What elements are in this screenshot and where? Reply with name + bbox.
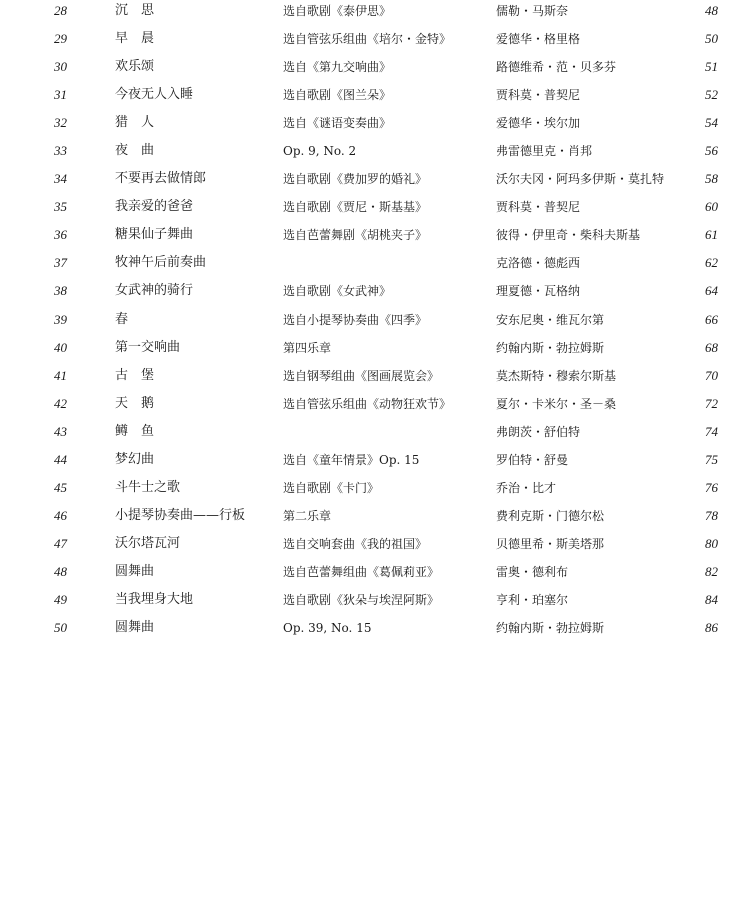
entry-page: 84 xyxy=(705,591,718,607)
entry-source: 选自钢琴组曲《图画展览会》 xyxy=(283,368,440,383)
entry-source: 第二乐章 xyxy=(283,508,332,523)
entry-source: 选自《第九交响曲》 xyxy=(283,60,392,75)
entry-composer: 爱德华・格里格 xyxy=(496,32,581,47)
entry-composer: 约翰内斯・勃拉姆斯 xyxy=(496,340,605,355)
entry-composer: 贾科莫・普契尼 xyxy=(496,88,581,103)
entry-composer: 沃尔夫冈・阿玛多伊斯・莫扎特 xyxy=(496,172,665,187)
entry-page: 70 xyxy=(705,367,718,383)
entry-number: 31 xyxy=(54,87,67,103)
entry-source: 选自《童年情景》Op. 15 xyxy=(283,452,420,467)
entry-page: 68 xyxy=(705,339,718,355)
entry-composer: 儒勒・马斯奈 xyxy=(496,4,569,18)
entry-number: 38 xyxy=(54,283,67,299)
entry-source: 选自歌剧《费加罗的婚礼》 xyxy=(283,172,428,187)
toc-row xyxy=(0,449,730,477)
entry-source: 选自歌剧《卡门》 xyxy=(283,480,380,495)
entry-page: 56 xyxy=(705,143,718,159)
entry-source: 选自歌剧《狄朵与埃涅阿斯》 xyxy=(283,592,440,607)
entry-source: Op. 9, No. 2 xyxy=(283,144,357,159)
toc-row xyxy=(0,561,730,589)
entry-title: 圆舞曲 xyxy=(115,620,155,636)
entry-number: 32 xyxy=(54,115,67,131)
toc-row xyxy=(0,28,730,56)
entry-page: 54 xyxy=(705,115,718,131)
toc-row xyxy=(0,280,730,308)
entry-page: 58 xyxy=(705,171,718,187)
entry-title: 沃尔塔瓦河 xyxy=(115,535,181,551)
entry-title: 小提琴协奏曲——行板 xyxy=(115,507,246,523)
toc-row xyxy=(0,533,730,561)
toc-row xyxy=(0,224,730,252)
entry-page: 50 xyxy=(705,31,718,47)
entry-page: 66 xyxy=(705,311,718,327)
entry-composer: 彼得・伊里奇・柴科夫斯基 xyxy=(496,228,641,243)
entry-title: 猎 人 xyxy=(115,115,155,131)
entry-composer: 贝德里希・斯美塔那 xyxy=(496,536,605,551)
entry-composer: 安东尼奥・维瓦尔第 xyxy=(496,312,605,327)
entry-composer: 费利克斯・门德尔松 xyxy=(496,508,605,523)
entry-title: 第一交响曲 xyxy=(115,339,181,355)
entry-title: 当我埋身大地 xyxy=(115,591,194,607)
toc-row xyxy=(0,56,730,84)
toc-row xyxy=(0,393,730,421)
entry-number: 43 xyxy=(54,423,67,439)
entry-number: 36 xyxy=(54,227,67,243)
entry-title: 糖果仙子舞曲 xyxy=(115,227,194,243)
entry-page: 52 xyxy=(705,87,718,103)
entry-title: 圆舞曲 xyxy=(115,563,155,579)
entry-number: 37 xyxy=(54,255,67,271)
entry-composer: 弗雷德里克・肖邦 xyxy=(496,144,593,159)
toc-row xyxy=(0,617,730,645)
toc-row xyxy=(0,168,730,196)
entry-source: 选自小提琴协奏曲《四季》 xyxy=(283,312,428,327)
entry-page: 60 xyxy=(705,199,718,215)
entry-source: 选自交响套曲《我的祖国》 xyxy=(283,536,428,551)
toc-row xyxy=(0,589,730,617)
entry-title: 天 鹅 xyxy=(115,395,155,411)
entry-number: 30 xyxy=(54,59,67,75)
entry-source: 选自芭蕾舞组曲《葛佩莉亚》 xyxy=(283,564,440,579)
entry-number: 29 xyxy=(54,31,67,47)
entry-source: 选自歌剧《女武神》 xyxy=(283,284,392,299)
entry-page: 76 xyxy=(705,479,718,495)
entry-composer: 雷奥・德利布 xyxy=(496,564,569,579)
entry-title: 女武神的骑行 xyxy=(115,283,194,299)
entry-number: 42 xyxy=(54,395,67,411)
entry-source: 选自管弦乐组曲《培尔・金特》 xyxy=(283,32,452,47)
entry-composer: 路德维希・范・贝多芬 xyxy=(496,60,617,75)
toc-row xyxy=(0,112,730,140)
toc-row xyxy=(0,252,730,280)
entry-title: 鳟 鱼 xyxy=(115,423,155,439)
entry-number: 33 xyxy=(54,143,67,159)
entry-composer: 克洛德・德彪西 xyxy=(496,256,581,271)
entry-title: 夜 曲 xyxy=(115,143,155,159)
entry-source: 选自芭蕾舞剧《胡桃夹子》 xyxy=(283,228,428,243)
entry-source: Op. 39, No. 15 xyxy=(283,621,372,636)
entry-composer: 夏尔・卡米尔・圣－桑 xyxy=(496,396,617,411)
entry-title: 早 晨 xyxy=(115,31,155,47)
entry-composer: 爱德华・埃尔加 xyxy=(496,116,581,131)
entry-page: 48 xyxy=(705,3,718,18)
entry-page: 74 xyxy=(705,423,718,439)
entry-number: 50 xyxy=(54,620,67,636)
entry-composer: 贾科莫・普契尼 xyxy=(496,200,581,215)
entry-page: 72 xyxy=(705,395,718,411)
entry-composer: 乔治・比才 xyxy=(496,480,557,495)
entry-number: 40 xyxy=(54,339,67,355)
entry-source: 第四乐章 xyxy=(283,340,332,355)
entry-composer: 莫杰斯特・穆索尔斯基 xyxy=(496,368,617,383)
entry-title: 斗牛士之歌 xyxy=(115,479,181,495)
entry-page: 86 xyxy=(705,620,718,636)
entry-source: 选自管弦乐组曲《动物狂欢节》 xyxy=(283,396,452,411)
toc-row xyxy=(0,140,730,168)
toc-row xyxy=(0,337,730,365)
entry-number: 41 xyxy=(54,367,67,383)
toc-row xyxy=(0,84,730,112)
entry-composer: 亨利・珀塞尔 xyxy=(496,592,569,607)
toc-row xyxy=(0,477,730,505)
entry-source: 选自歌剧《泰伊思》 xyxy=(283,4,392,18)
entry-page: 61 xyxy=(705,227,718,243)
entry-page: 75 xyxy=(705,451,718,467)
entry-title: 不要再去做情郎 xyxy=(115,171,207,187)
entry-number: 34 xyxy=(54,171,67,187)
entry-title: 沉 思 xyxy=(115,3,155,18)
entry-number: 45 xyxy=(54,479,67,495)
entry-source: 选自歌剧《贾尼・斯基基》 xyxy=(283,200,428,215)
entry-source: 选自歌剧《图兰朵》 xyxy=(283,88,392,103)
entry-number: 46 xyxy=(54,507,67,523)
entry-title: 春 xyxy=(115,311,129,327)
toc-row xyxy=(0,365,730,393)
entry-number: 39 xyxy=(54,311,67,327)
entry-composer: 理夏德・瓦格纳 xyxy=(496,284,581,299)
entry-page: 82 xyxy=(705,563,718,579)
entry-composer: 罗伯特・舒曼 xyxy=(496,452,569,467)
entry-number: 28 xyxy=(54,3,67,18)
entry-composer: 约翰内斯・勃拉姆斯 xyxy=(496,621,605,636)
toc-row xyxy=(0,0,730,28)
entry-title: 今夜无人入睡 xyxy=(115,87,194,103)
entry-number: 48 xyxy=(54,563,67,579)
entry-page: 78 xyxy=(705,507,718,523)
entry-number: 35 xyxy=(54,199,67,215)
entry-title: 古 堡 xyxy=(115,367,155,383)
entry-number: 44 xyxy=(54,451,67,467)
entry-title: 欢乐颂 xyxy=(115,59,155,75)
entry-title: 梦幻曲 xyxy=(115,451,155,467)
entry-source: 选自《谜语变奏曲》 xyxy=(283,116,392,131)
entry-title: 我亲爱的爸爸 xyxy=(115,199,194,215)
entry-composer: 弗朗茨・舒伯特 xyxy=(496,424,581,439)
entry-title: 牧神午后前奏曲 xyxy=(115,255,207,271)
entry-page: 64 xyxy=(705,283,718,299)
entry-number: 47 xyxy=(54,535,67,551)
entry-page: 62 xyxy=(705,255,718,271)
toc-row xyxy=(0,309,730,337)
toc-row xyxy=(0,505,730,533)
toc-row xyxy=(0,196,730,224)
entry-page: 80 xyxy=(705,535,718,551)
entry-page: 51 xyxy=(705,59,718,75)
toc-row xyxy=(0,421,730,449)
entry-number: 49 xyxy=(54,591,67,607)
